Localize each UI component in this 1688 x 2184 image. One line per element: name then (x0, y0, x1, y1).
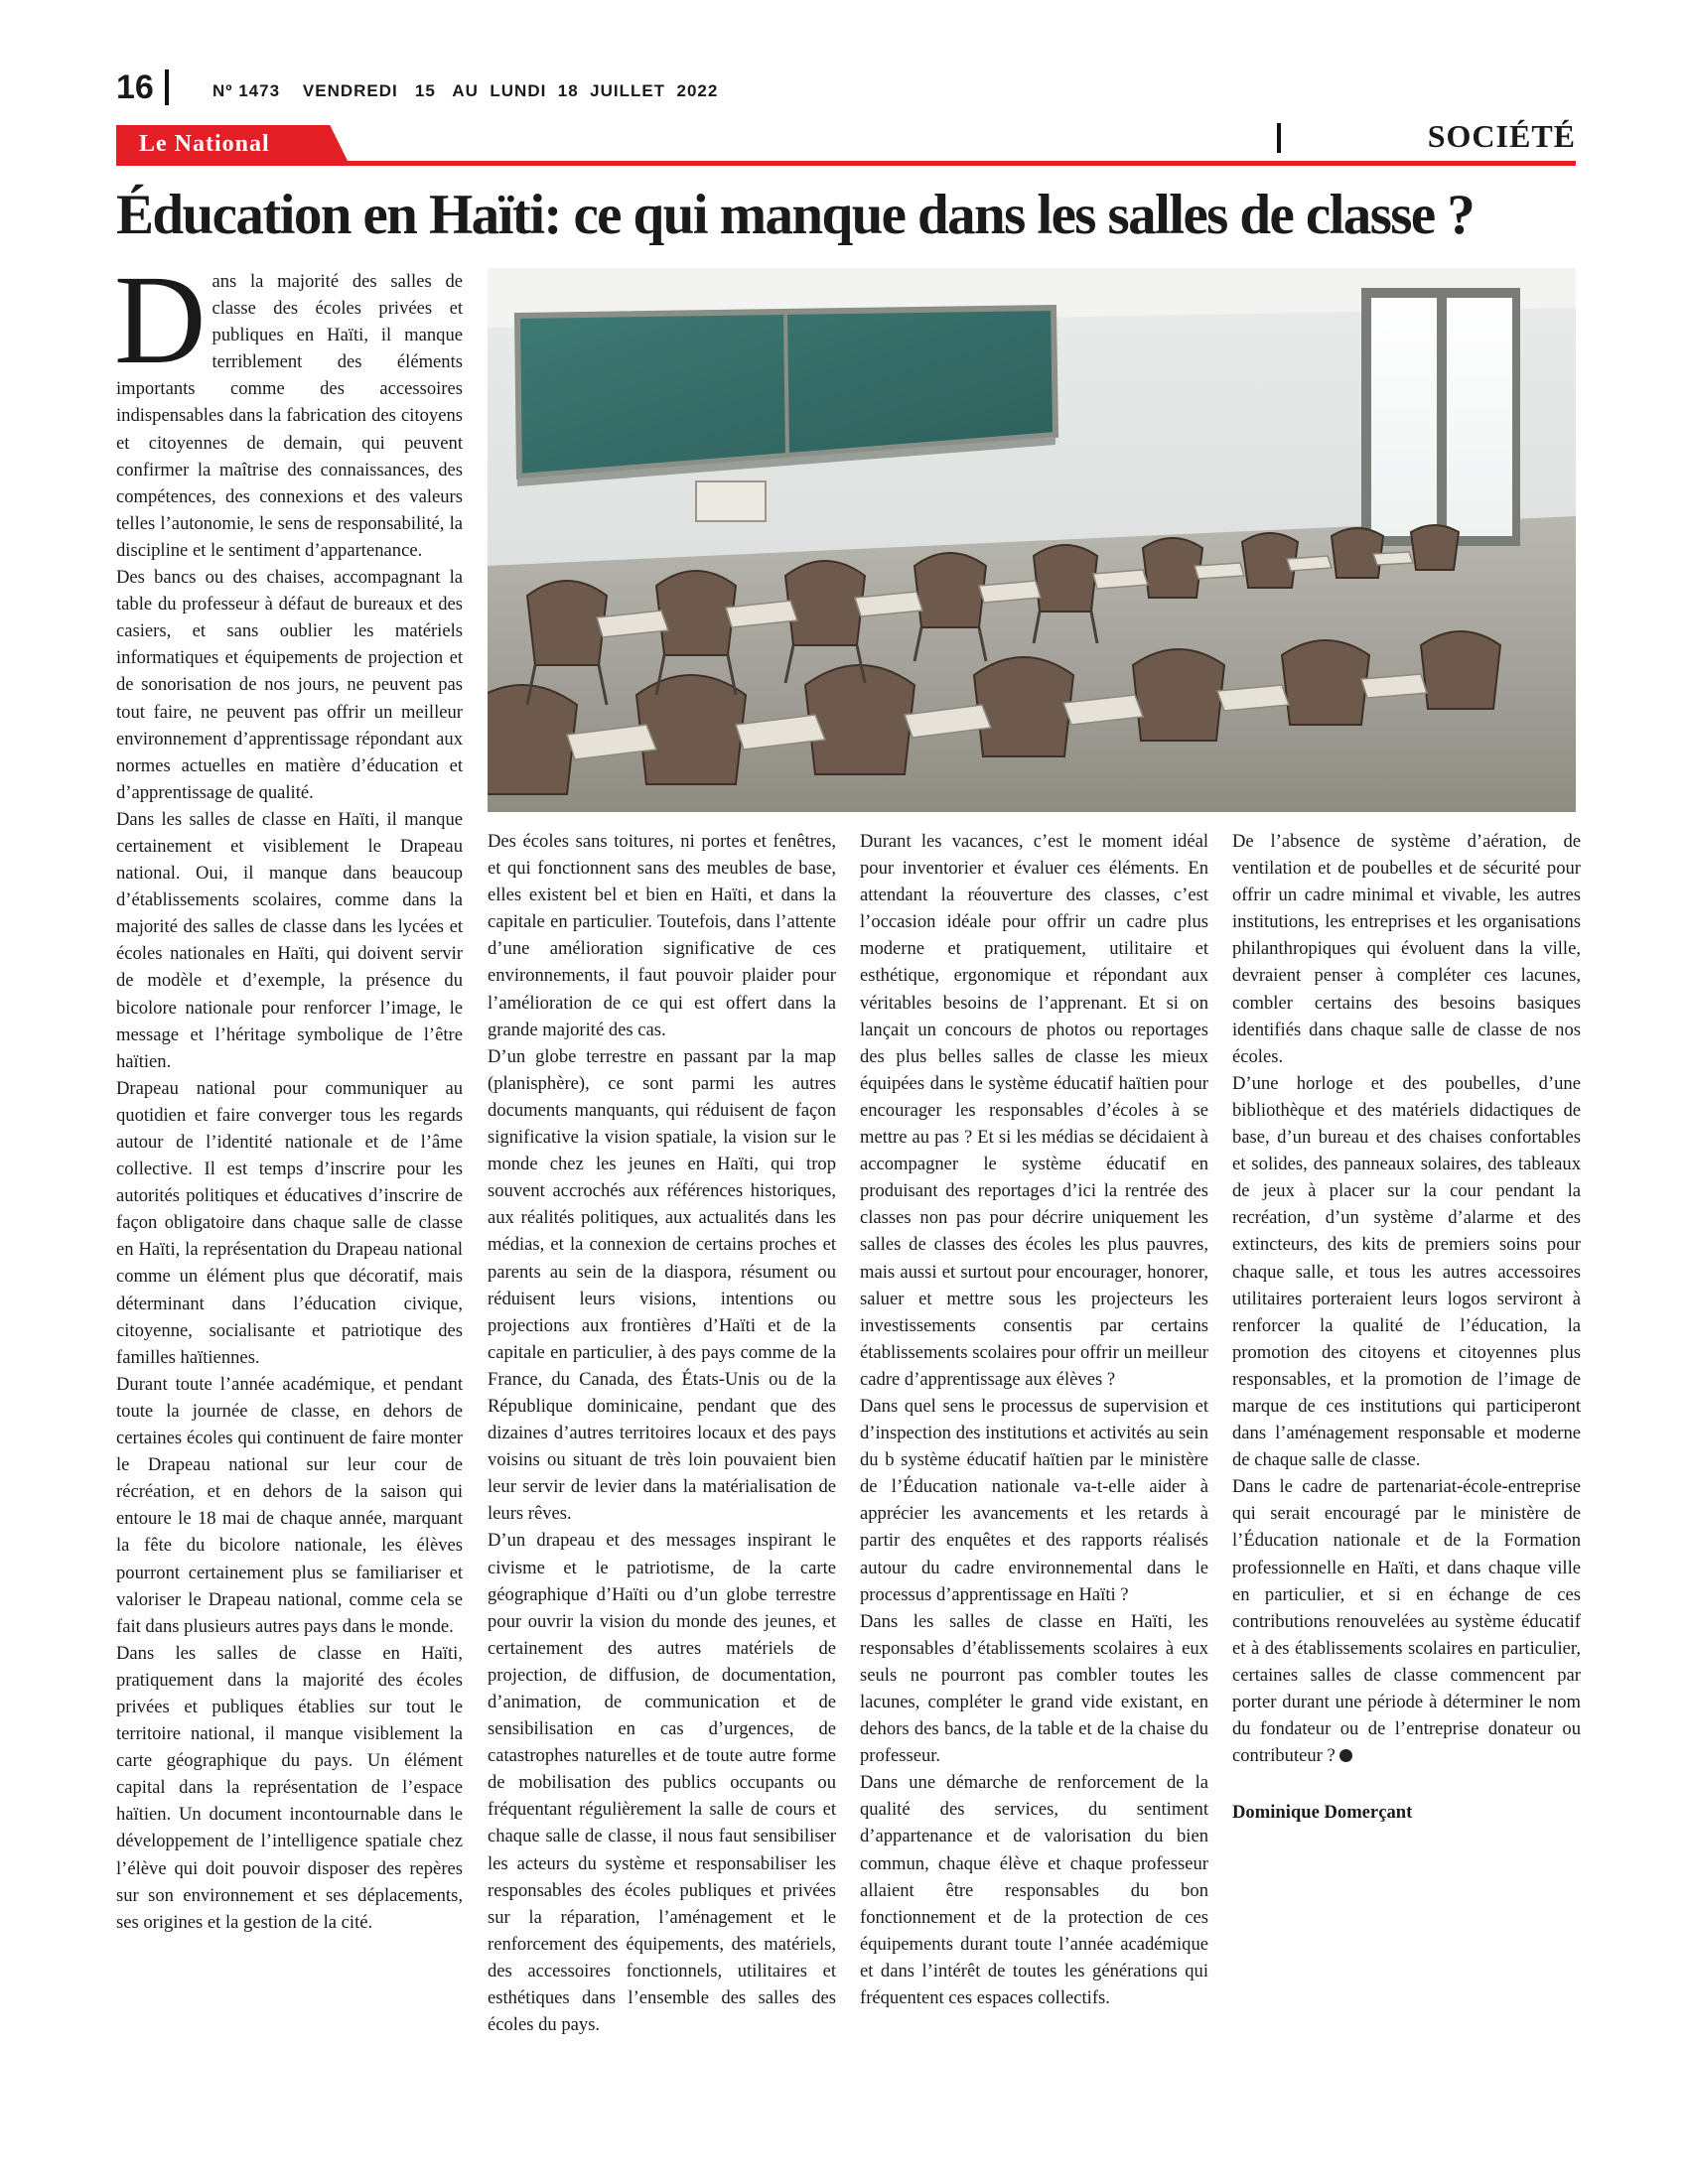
article-paragraph: Dans la majorité des salles de classe des écoles privées et publiques en Haïti, il manque terriblement des éléments importants comme des accessoires indispensables dans la fabrication des citoyens et citoyennes de demain, qui peuvent confirmer la maîtrise des connaissances, des compétences, des connexions et des valeurs telles l’autonomie, le sens de responsabilité, la discipline et le sentiment d’appartenance. (114, 249, 463, 561)
article-photo (488, 268, 1576, 812)
article-title: Éducation en Haïti: ce qui manque dans les salles de classe ? (116, 184, 1475, 246)
article-paragraph: Dans le cadre de partenariat-école-entreprise qui serait encouragé par le ministère de l’Éducation nationale et de la Formation professionnelle en Haïti, et dans chaque ville en particulier, et si en échange de ces contributions renouvelées au système éducatif et à des établissements scolaires en particulier, certaines salles de classe commencent par porter durant une période à déterminer le nom du fondateur ou de l’entreprise donateur ou contributeur ? (1232, 1476, 1581, 1767)
article-paragraph: Dans une démarche de renforcement de la qualité des services, du sentiment d’appartenance et de valorisation du bien commun, chaque élève et chaque professeur allaient être responsables du bon fonctionnement et de la protection de ces équipements durant toute l’année académique et dans l’intérêt de toutes les générations qui fréquentent ces espaces collectifs. (860, 1772, 1208, 2009)
drop-cap: D (114, 249, 207, 390)
page-number: 16 (116, 68, 154, 106)
article-paragraph: D’un globe terrestre en passant par la map (planisphère), ce sont parmi les autres documents manquants, qui réduisent de façon significative la vision spatiale, la vision sur le monde chez les jeunes en Haïti, qui trop souvent accrochés aux références historiques, aux réalités politiques, aux actualités dans les médias, et la connexion de certains proches et parents au sein de la diaspora, résument ou réduisent leurs visions, intentions ou projections aux frontières d’Haïti et de la capitale en particulier, à des pays comme de la France, du Canada, des États-Unis ou de la République dominicaine, pendant que des dizaines d’autres territoires locaux et des pays voisins ou situant de très loin pouvaient bien leur servir de levier dans la matérialisation de leurs rêves. (488, 1045, 836, 1525)
article-paragraph: Drapeau national pour communiquer au quotidien et faire converger tous les regards autour de l’identité nationale et de l’âme collective. Il est temps d’inscrire pour les autorités politiques et éducatives d’inscrire de façon obligatoire dans chaque salle de classe en Haïti, la représentation du Drapeau national comme un élément plus que décoratif, mais déterminant dans l’éducation civique, citoyenne, socialisante et patriotique des familles haïtiennes. (116, 1077, 463, 1368)
publication-name: Le National (139, 131, 270, 157)
article-paragraph: Des bancs ou des chaises, accompagnant la table du professeur à défaut de bureaux et des casiers, et sans oublier les matériels informatiques et équipements de projection et de sonorisation de nos jours, ne peuvent pas tout faire, ne peuvent pas offrir un meilleur environnement d’apprentissage répondant aux normes actuelles en matière d’éducation et d’apprentissage de qualité. (116, 567, 463, 803)
article-paragraph: Des écoles sans toitures, ni portes et fenêtres, et qui fonctionnent sans des meubles de base, elles existent bel et bien en Haïti, et dans la capitale en particulier. Toutefois, dans l’attente d’une amélioration significative de ces environnements, il faut pouvoir plaider pour l’amélioration de ce qui est offert dans la grande majorité des cas. (488, 831, 836, 1040)
article-column-2 (488, 828, 836, 2038)
article-paragraph: Durant les vacances, c’est le moment idéal pour inventorier et évaluer ces éléments. En attendant la réouverture des classes, c’est l’occasion idéale pour offrir un cadre plus moderne et pratiquement, utilitaire et esthétique, ergonomique et répondant aux véritables besoins de l’apprenant. Et si on lançait un concours de photos ou reportages des plus belles salles de classe les mieux équipées dans le système éducatif haïtien pour encourager les responsables d’écoles à se mettre au pas ? Et si les médias se décidaient à accompagner le système éducatif en produisant des reportages d’ici la rentrée des classes non pas pour décrire uniquement les salles de classes des écoles les plus pauvres, mais aussi et surtout pour encourager, honorer, saluer et mettre sous les projecteurs les investissements consentis par certains établissements scolaires pour offrir un meilleur cadre d’apprentissage aux élèves ? (860, 831, 1208, 1390)
header-red-rule (116, 161, 1576, 166)
author-byline: Dominique Domerçant (1232, 1802, 1413, 1824)
article-paragraph: Dans les salles de classe en Haïti, les responsables d’établissements scolaires à eux seuls ne pourront pas combler toutes les lacunes, compléter le grand vide existant, en dehors des bancs, de la table et de la chaise du professeur. (860, 1610, 1208, 1767)
issue-date-line: Nº 1473 VENDREDI 15 AU LUNDI 18 JUILLET 2022 (212, 81, 719, 100)
classroom-photo-illustration (488, 268, 1576, 812)
section-name: SOCIÉTÉ (1427, 118, 1576, 154)
article-paragraph: Dans les salles de classe en Haïti, il manque certainement et visiblement le Drapeau national. Oui, il manque dans beaucoup d’établissements scolaires, comme dans la majorité des salles de classe dans les lycées et écoles nationales en Haïti, qui doivent servir de modèle et d’exemple, la présence du bicolore nationale pour renforcer l’image, le message et l’héritage symbolique de l’être haïtien. (116, 808, 463, 1072)
article-paragraph: Dans quel sens le processus de supervision et d’inspection des institutions et activités au sein du b système éducatif haïtien par le ministère de l’Éducation nationale va-t-elle aider à apprécier les avancements et les retards à partir des enquêtes et des rapports réalisés autour du cadre environnemental dans le processus d’apprentissage en Haïti ? (860, 1395, 1208, 1605)
page-number-divider (165, 69, 169, 105)
article-paragraph: Dans les salles de classe en Haïti, pratiquement dans la majorité des écoles privées et publiques établies sur tout le territoire national, il manque visiblement la carte géographique du pays. Un élément capital dans la représentation de l’espace haïtien. Un document incontournable dans le développement de l’intelligence spatiale chez l’élève qui doit pouvoir disposer des repères sur son environnement et ses déplacements, ses origines et la gestion de la cité. (116, 1642, 463, 1933)
article-paragraph: D’un drapeau et des messages inspirant le civisme et le patriotisme, de la carte géographique d’Haïti ou d’un globe terrestre pour ouvrir la vision du monde des jeunes, et certainement des autres matériels de projection, de diffusion, de documentation, d’animation, de communication et de sensibilisation en cas d’urgences, de catastrophes naturelles et de toute autre forme de mobilisation des publics occupants ou fréquentant régulièrement la salle de cours et chaque salle de classe, il nous faut sensibiliser les acteurs du système et responsabiliser les responsables des écoles publiques et privées sur la réparation, l’aménagement et le renforcement des équipements, des matériels, des accessoires fonctionnels, utilitaires et esthétiques dans l’ensemble des salles des écoles du pays. (488, 1530, 836, 2036)
article-paragraph: Durant toute l’année académique, et pendant toute la journée de classe, en dehors de certaines écoles qui continuent de faire monter le Drapeau national sur leur cour de récréation, et en dehors de la saison qui entoure le 18 mai de chaque année, marquant la fête du bicolore nationale, les élèves pourront certainement plus se familiariser et valoriser le Drapeau national, comme cela se fait dans plusieurs autres pays dans le monde. (116, 1373, 463, 1637)
article-column-1 (114, 249, 463, 1936)
end-mark-icon (1339, 1749, 1352, 1762)
section-divider (1277, 123, 1281, 153)
article-column-4 (1232, 828, 1581, 1826)
article-paragraph: D’une horloge et des poubelles, d’une bibliothèque et des matériels didactiques de base, d’un bureau et des chaises confortables et solides, des panneaux solaires, des tableaux de jeux à placer sur la cour pendant la recréation, d’un système d’alarme et des extincteurs, des kits de premiers soins pour chaque salle, et tous les autres accessoires utilitaires porteraient leurs logos serviront à renforcer la qualité de l’éducation, la promotion des citoyens et citoyennes plus responsables, et la promotion de l’image de marque de ces institutions qui participeront dans l’aménagement responsable et moderne de chaque salle de classe. (1232, 1072, 1581, 1471)
article-column-3 (860, 828, 1208, 2011)
article-paragraph: De l’absence de système d’aération, de ventilation et de poubelles et de sécurité pour offrir un cadre minimal et vivable, les autres institutions, les entreprises et les organisations philanthropiques qui évoluent dans la ville, devraient penser à compléter ces lacunes, combler certains des besoins basiques identifiés dans chaque salle de classe de nos écoles. (1232, 831, 1581, 1067)
